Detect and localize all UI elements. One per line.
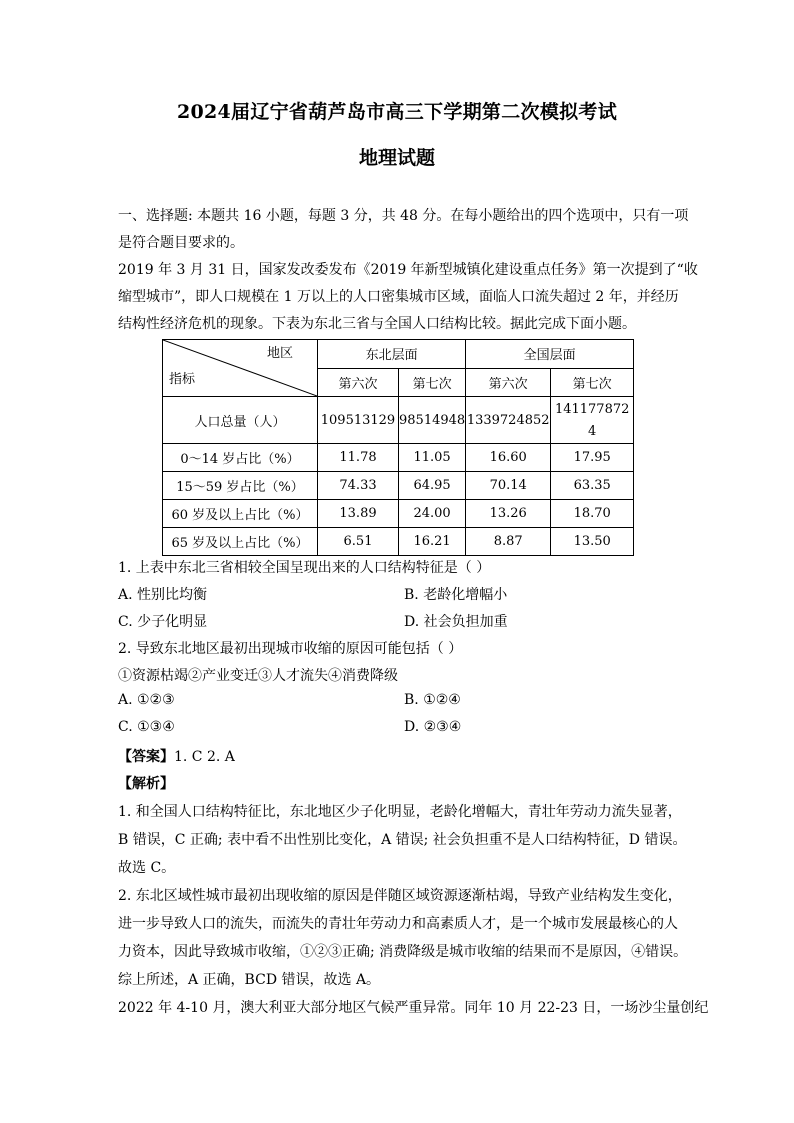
cell-value: 13.89 bbox=[318, 500, 399, 528]
passage-line1: 2019 年 3 月 31 日，国家发改委发布《2019 年新型城镇化建设重点任务》第一次提到了“收 bbox=[118, 262, 698, 278]
cell-value: 13.26 bbox=[466, 500, 551, 528]
analysis-label: 【解析】 bbox=[118, 776, 174, 792]
cell-value: 18.70 bbox=[551, 500, 634, 528]
analysis-p1-line1: 1. 和全国人口结构特征比，东北地区少子化明显，老龄化增幅大，青壮年劳动力流失显著， bbox=[118, 804, 682, 820]
passage-line3: 结构性经济危机的现象。下表为东北三省与全国人口结构比较。据此完成下面小题。 bbox=[118, 316, 636, 332]
table-row bbox=[163, 500, 634, 528]
answer-text: 1. C 2. A bbox=[174, 749, 235, 765]
table-row bbox=[163, 472, 634, 500]
answer-label: 【答案】 bbox=[118, 749, 174, 765]
cell-value: 98514948 bbox=[399, 397, 466, 444]
analysis-p2-line1: 2. 东北区域性城市最初出现收缩的原因是伴随区域资源逐渐枯竭，导致产业结构发生变化， bbox=[118, 888, 682, 904]
row-label: 15～59 岁占比（%） bbox=[163, 472, 318, 500]
passage-line2: 缩型城市”，即人口规模在 1 万以上的人口密集城市区域，面临人口流失超过 2 年，并经历 bbox=[118, 289, 679, 305]
exam-title: 2024届辽宁省葫芦岛市高三下学期第二次模拟考试 bbox=[176, 101, 618, 123]
analysis-p2-line4: 综上所述，A 正确，BCD 错误，故选 A。 bbox=[118, 972, 381, 988]
table-row bbox=[163, 444, 634, 472]
question1-option-c: C. 少子化明显 bbox=[118, 614, 208, 630]
cell-value: 74.33 bbox=[318, 472, 399, 500]
population-table bbox=[162, 339, 634, 556]
cell-value: 17.95 bbox=[551, 444, 634, 472]
group-northeast-header: 东北层面 bbox=[318, 340, 466, 369]
row-label: 65 岁及以上占比（%） bbox=[163, 528, 318, 556]
question2-option-a: A. ①②③ bbox=[118, 692, 175, 708]
next-passage-line: 2022 年 4-10 月，澳大利亚大部分地区气候严重异常。同年 10 月 22-23 日，一场沙尘量创纪 bbox=[118, 1000, 709, 1016]
question2-option-b: B. ①②④ bbox=[404, 692, 461, 708]
question2-option-d: D. ②③④ bbox=[404, 719, 462, 735]
cell-value: 8.87 bbox=[466, 528, 551, 556]
question1-stem: 1. 上表中东北三省相较全国呈现出来的人口结构特征是（ ） bbox=[118, 560, 491, 576]
answer-line bbox=[118, 746, 235, 766]
cell-value: 16.60 bbox=[466, 444, 551, 472]
question1-option-d: D. 社会负担加重 bbox=[404, 614, 508, 630]
cell-value-wrapped: 141177872 4 bbox=[551, 397, 634, 444]
row-label: 人口总量（人） bbox=[163, 397, 318, 444]
question2-items: ①资源枯竭②产业变迁③人才流失④消费降级 bbox=[118, 668, 398, 684]
question1-option-a: A. 性别比均衡 bbox=[118, 587, 208, 603]
cell-value: 6.51 bbox=[318, 528, 399, 556]
group-national-header: 全国层面 bbox=[466, 340, 634, 369]
analysis-p2-line3: 力资本，因此导致城市收缩，①②③正确; 消费降级是城市收缩的结果而不是原因，④错误。 bbox=[118, 944, 688, 960]
section-instruction-line2: 是符合题目要求的。 bbox=[118, 235, 244, 251]
census6-header-ne: 第六次 bbox=[318, 368, 399, 397]
corner-region-label: 地区 bbox=[267, 346, 294, 361]
cell-value: 63.35 bbox=[551, 472, 634, 500]
corner-indicator-label: 指标 bbox=[169, 372, 196, 387]
cell-value: 64.95 bbox=[399, 472, 466, 500]
cell-value: 109513129 bbox=[318, 397, 399, 444]
cell-value: 16.21 bbox=[399, 528, 466, 556]
cell-value: 70.14 bbox=[466, 472, 551, 500]
cell-value: 11.05 bbox=[399, 444, 466, 472]
table-corner-cell bbox=[163, 340, 318, 397]
analysis-p1-line3: 故选 C。 bbox=[118, 860, 176, 876]
census7-header-nat: 第七次 bbox=[551, 368, 634, 397]
question2-stem: 2. 导致东北地区最初出现城市收缩的原因可能包括（ ） bbox=[118, 641, 463, 657]
row-label: 60 岁及以上占比（%） bbox=[163, 500, 318, 528]
exam-subtitle: 地理试题 bbox=[358, 147, 435, 169]
cell-value: 24.00 bbox=[399, 500, 466, 528]
cell-value: 11.78 bbox=[318, 444, 399, 472]
cell-value: 13.50 bbox=[551, 528, 634, 556]
question2-option-c: C. ①③④ bbox=[118, 719, 175, 735]
table-row bbox=[163, 528, 634, 556]
analysis-p1-line2: B 错误，C 正确; 表中看不出性别比变化，A 错误; 社会负担重不是人口结构特征，D 错误。 bbox=[118, 832, 687, 848]
table-row bbox=[163, 397, 634, 444]
analysis-p2-line2: 进一步导致人口的流失，而流失的青壮年劳动力和高素质人才，是一个城市发展最核心的人 bbox=[118, 916, 678, 932]
census7-header-ne: 第七次 bbox=[399, 368, 466, 397]
row-label: 0～14 岁占比（%） bbox=[163, 444, 318, 472]
section-instruction-line1: 一、选择题: 本题共 16 小题，每题 3 分，共 48 分。在每小题给出的四个选项中，只有一项 bbox=[118, 208, 689, 224]
question1-option-b: B. 老龄化增幅小 bbox=[404, 587, 508, 603]
census6-header-nat: 第六次 bbox=[466, 368, 551, 397]
cell-value: 1339724852 bbox=[466, 397, 551, 444]
